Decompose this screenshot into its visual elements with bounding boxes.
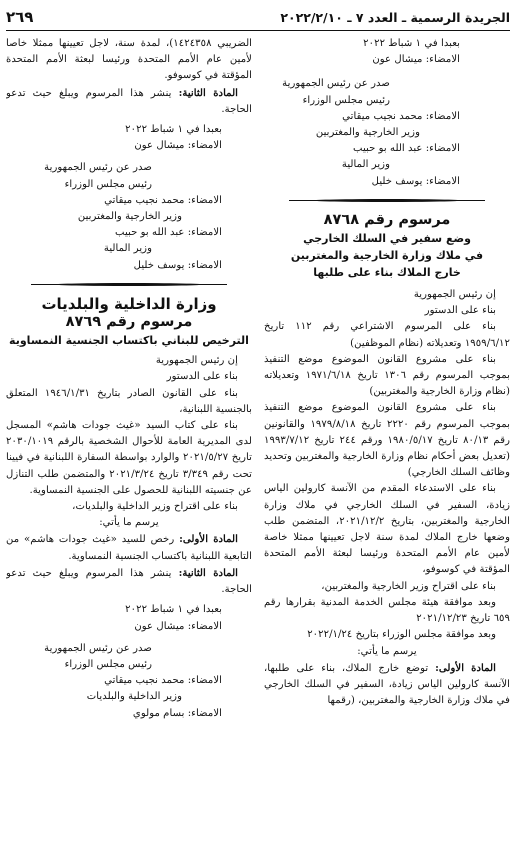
date-block xyxy=(264,36,510,68)
signature-block-pm xyxy=(264,76,510,125)
finance-minister-signature: الامضاء: يوسف خليل xyxy=(371,175,460,187)
date-line: بعبدا في ١ شباط ٢٠٢٢ xyxy=(363,38,460,49)
signature-line: الامضاء: ميشال عون xyxy=(134,620,222,632)
article-1 xyxy=(6,531,252,564)
decree-subtitle-1: وضع سفير في السلك الخارجي xyxy=(303,232,471,246)
pm-signature: الامضاء: محمد نجيب ميقاتي xyxy=(104,675,222,687)
article-2 xyxy=(6,85,252,118)
decree-title: مرسوم رقم ٨٧٦٨ xyxy=(323,211,451,228)
gazette-title: الجريدة الرسمية ـ العدد ٧ ـ ٢٠٢٢/٢/١٠ xyxy=(280,9,510,25)
decree-subtitle: الترخيص للبناني باكتساب الجنسية النمساوية xyxy=(9,334,249,348)
preamble-president: إن رئيس الجمهورية xyxy=(155,355,238,367)
preamble-constitution: بناء على الدستور xyxy=(166,371,238,383)
issued-by: صدر عن رئيس الجمهورية xyxy=(44,642,152,654)
signature-block-interior xyxy=(6,689,252,721)
article-1-text: توضع خارج الملاك، بناء على طلبها، الآنسة كارولين الياس زيادة، السفير في السلك الخارجي في ملاك وزارة الخارجية والمغتربين، (رقمها xyxy=(264,662,510,707)
article-2 xyxy=(6,565,252,598)
pm-title: رئيس مجلس الوزراء xyxy=(302,94,390,106)
foreign-minister-title: وزير الخارجية والمغتربين xyxy=(315,127,420,139)
continued-text: الضريبي ١٤٢٤٣٥٨)، لمدة سنة، لاجل تعيينها ممثلا خاصا لأمين عام الأمم المتحدة ورئيسا لبعثة الأمم المتحدة المؤقتة في كوسوفو. xyxy=(6,38,252,82)
article-1 xyxy=(264,660,510,710)
date-block-2 xyxy=(6,602,252,634)
preamble-constitution: بناء على الدستور xyxy=(424,305,496,317)
paragraph: بناء على المرسوم الاشتراعي رقم ١١٢ تاريخ ١٩٥٩/٦/١٢ وتعديلاته (نظام الموظفين) xyxy=(264,321,510,349)
issued-by: صدر عن رئيس الجمهورية xyxy=(44,162,152,174)
paragraph: وبعد موافقة هيئة مجلس الخدمة المدنية بقرارها رقم ٦٥٩ تاريخ ٢٠٢١/١٢/٢٣ xyxy=(264,596,510,625)
signature-block-foreign xyxy=(264,125,510,157)
issued-by: صدر عن رئيس الجمهورية xyxy=(282,78,390,90)
interior-minister-title: وزير الداخلية والبلديات xyxy=(86,691,182,703)
left-column xyxy=(6,36,252,856)
date-block xyxy=(6,122,252,154)
section-divider xyxy=(6,278,252,290)
paragraph: بناء على كتاب السيد «غيث جودات هاشم» المسجل لدى المديرية العامة للأحوال الشخصية بالرقم ٢٠٣٠/١٠١٩ تاريخ ٢٠٢١/٥/٢٧ والوارد بواسطة السفارة اللبنانية في فيينا تحت رقم ٣/٣٤٩ تاريخ ٢٠٢١/٣/٢٤ والمتضمن طلب التنازل عن جنسيته اللبنانية للحصول على الجنسية النمساوية. xyxy=(6,420,252,496)
paragraph: وبعد موافقة مجلس الوزراء بتاريخ ٢٠٢٢/١/٢٤ xyxy=(307,629,496,641)
article-1-text: رخص للسيد «غيث جودات هاشم» من التابعية اللبنانية باكتساب الجنسية النمساوية. xyxy=(6,534,252,562)
article-2-text: ينشر هذا المرسوم ويبلغ حيث تدعو الحاجة. xyxy=(6,567,252,596)
decrees-line: يرسم ما يأتي: xyxy=(99,517,159,529)
decrees-line: يرسم ما يأتي: xyxy=(357,645,417,657)
foreign-minister-signature: الامضاء: عبد الله بو حبيب xyxy=(114,227,222,239)
pm-title: رئيس مجلس الوزراء xyxy=(64,658,152,670)
signature-block-finance xyxy=(6,241,252,273)
paragraph: بناء على مشروع القانون الموضوع موضع التنفيذ بموجب المرسوم رقم ١٣٠٦ تاريخ ١٩٧١/٦/١٨ وتعديلاته (نظام وزارة الخارجية والمغتربين) xyxy=(264,353,510,398)
article-2-text: ينشر هذا المرسوم ويبلغ حيث تدعو الحاجة. xyxy=(6,87,252,115)
decree-title: مرسوم رقم ٨٧٦٩ xyxy=(65,314,193,331)
columns xyxy=(6,36,510,856)
paragraph: بناء على مشروع القانون الموضوع موضع التنفيذ بموجب المرسوم رقم ٢٢٢٠ تاريخ ١٩٧٩/٨/١٨ والقانونين رقم ٨٠/١٣ تاريخ ١٩٨٠/٥/١٧ ورقم ٢٤٤ تاريخ ١٩٩٣/٧/١٢ (تعديل بعض أحكام نظام وزارة الخارجية والمغتربين وتحديد وظائف السلك الخارجي) xyxy=(264,402,510,479)
date-line: بعبدا في ١ شباط ٢٠٢٢ xyxy=(125,124,222,136)
article-2-label: المادة الثانية: xyxy=(178,86,239,99)
finance-minister-title: وزير المالية xyxy=(103,243,152,255)
article-1-label: المادة الأولى: xyxy=(179,533,238,546)
paragraph: بناء على اقتراح وزير الخارجية والمغتربين، xyxy=(321,580,496,592)
decree-subtitle-2: في ملاك وزارة الخارجية والمغتربين xyxy=(290,249,484,263)
signature-block-pm xyxy=(6,160,252,209)
signature-line: الامضاء: ميشال عون xyxy=(134,140,222,152)
page-header xyxy=(6,4,510,31)
signature-block-foreign xyxy=(6,209,252,241)
pm-title: رئيس مجلس الوزراء xyxy=(64,178,152,190)
signature-block-pm-2 xyxy=(6,641,252,690)
decree-subtitle-3: خارج الملاك بناء على طلبها xyxy=(313,266,461,280)
paragraph: بناء على اقتراح وزير الداخلية والبلديات، xyxy=(72,501,238,513)
foreign-minister-signature: الامضاء: عبد الله بو حبيب xyxy=(352,143,460,155)
ministry-title: وزارة الداخلية والبلديات xyxy=(41,294,217,313)
finance-minister-title: وزير المالية xyxy=(341,159,390,171)
foreign-minister-title: وزير الخارجية والمغتربين xyxy=(77,211,182,223)
paragraph: بناء على القانون الصادر بتاريخ ١٩٤٦/١/٣١ المتعلق بالجنسية اللبنانية، xyxy=(6,387,252,415)
finance-minister-signature: الامضاء: يوسف خليل xyxy=(133,259,222,271)
page-number: ٢٦٩ xyxy=(6,8,34,26)
preamble-president: إن رئيس الجمهورية xyxy=(413,289,496,301)
pm-signature: الامضاء: محمد نجيب ميقاتي xyxy=(342,110,460,122)
paragraph: بناء على الاستدعاء المقدم من الآنسة كارولين الياس زيادة، السفير في السلك الخارجي في ملاك وزارة الخارجية والمغتربين، بتاريخ ٢٠٢١/١٢/٢، المتضمن طلب وضعها خارج الملاك لمدة سنة لاجل تعيينها ممثلا خاصة لأمين عام الأمم المتحدة ورئيسا لبعثة الأمم المتحدة المؤقتة في كوسوفو، xyxy=(264,483,510,576)
article-2-label: المادة الثانية: xyxy=(178,566,239,579)
interior-minister-signature: الامضاء: بسام مولوي xyxy=(132,707,222,719)
date-line: بعبدا في ١ شباط ٢٠٢٢ xyxy=(125,604,222,616)
signature-line: الامضاء: ميشال عون xyxy=(372,54,460,66)
right-column xyxy=(264,36,510,856)
section-divider xyxy=(264,194,510,206)
pm-signature: الامضاء: محمد نجيب ميقاتي xyxy=(104,194,222,206)
article-1-label: المادة الأولى: xyxy=(435,661,496,674)
signature-block-finance xyxy=(264,157,510,189)
